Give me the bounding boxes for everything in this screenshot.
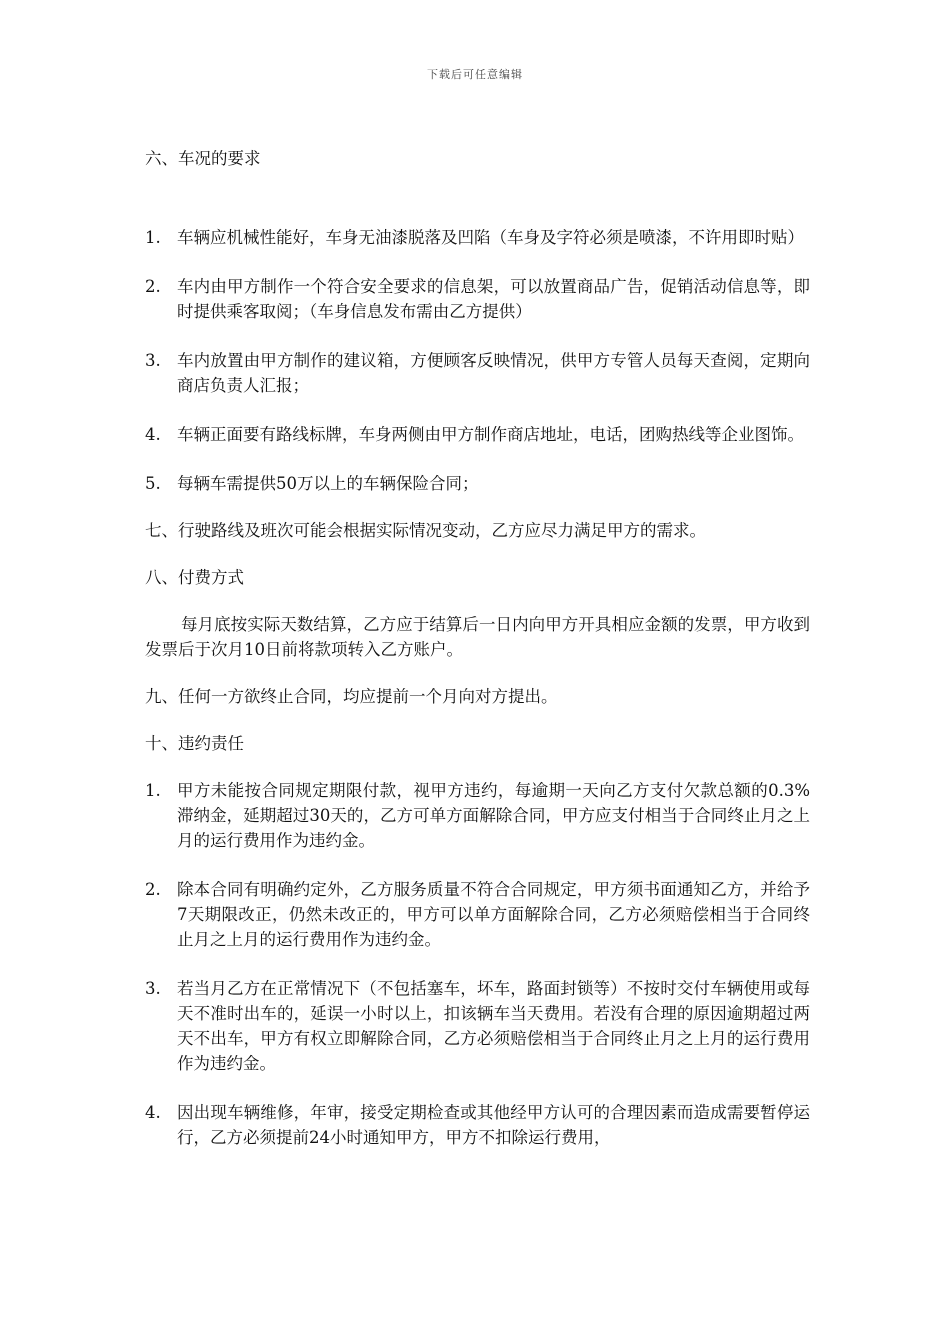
- list-item: [145, 274, 810, 324]
- section-10-title: 十、违约责任: [145, 734, 244, 753]
- list-number: 2.: [145, 880, 161, 899]
- list-text: 车辆正面要有路线标牌，车身两侧由甲方制作商店地址，电话，团购热线等企业图饰。: [177, 425, 804, 444]
- list-number: 1.: [145, 228, 161, 247]
- list-item: [145, 976, 810, 1076]
- list-item: [145, 225, 810, 250]
- list-item: [145, 422, 810, 447]
- section-10-list: [145, 778, 810, 1150]
- list-item: [145, 877, 810, 952]
- section-9-title: 九、任何一方欲终止合同，均应提前一个月向对方提出。: [145, 687, 558, 706]
- list-number: 5.: [145, 474, 161, 493]
- list-number: 4.: [145, 425, 161, 444]
- list-text: 除本合同有明确约定外，乙方服务质量不符合合同规定，甲方须书面通知乙方，并给予7天期限改正，仍然未改正的，甲方可以单方面解除合同，乙方必须赔偿相当于合同终止月之上月的运行费用作为违约金。: [177, 880, 810, 949]
- list-number: 1.: [145, 781, 161, 800]
- list-number: 4.: [145, 1103, 161, 1122]
- document-body: [145, 146, 810, 1150]
- header-note: 下载后可任意编辑: [427, 68, 523, 81]
- section-8-title: 八、付费方式: [145, 568, 244, 587]
- section-6-list: [145, 225, 810, 496]
- list-text: 每辆车需提供50万以上的车辆保险合同；: [177, 474, 479, 493]
- list-number: 2.: [145, 277, 161, 296]
- list-text: 甲方未能按合同规定期限付款，视甲方违约，每逾期一天向乙方支付欠款总额的0.3%滞纳金，延期超过30天的，乙方可单方面解除合同，甲方应支付相当于合同终止月之上月的运行费用作为违约金。: [177, 781, 810, 850]
- list-number: 3.: [145, 351, 161, 370]
- list-text: 若当月乙方在正常情况下（不包括塞车，坏车，路面封锁等）不按时交付车辆使用或每天不准时出车的，延误一小时以上，扣该辆车当天费用。若没有合理的原因逾期超过两天不出车，甲方有权立即解除合同，乙方必须赔偿相当于合同终止月之上月的运行费用作为违约金。: [177, 979, 810, 1073]
- section-8-paragraph: 每月底按实际天数结算，乙方应于结算后一日内向甲方开具相应金额的发票，甲方收到发票后于次月10日前将款项转入乙方账户。: [145, 615, 810, 659]
- list-number: 3.: [145, 979, 161, 998]
- section-6-title: 六、车况的要求: [145, 149, 261, 168]
- list-text: 车内放置由甲方制作的建议箱，方便顾客反映情况，供甲方专管人员每天查阅，定期向商店负责人汇报；: [177, 351, 810, 395]
- list-text: 因出现车辆维修，年审，接受定期检查或其他经甲方认可的合理因素而造成需要暂停运行，乙方必须提前24小时通知甲方，甲方不扣除运行费用，: [177, 1103, 810, 1147]
- list-text: 车内由甲方制作一个符合安全要求的信息架，可以放置商品广告，促销活动信息等，即时提供乘客取阅；（车身信息发布需由乙方提供）: [177, 277, 810, 321]
- list-item: [145, 348, 810, 398]
- list-text: 车辆应机械性能好，车身无油漆脱落及凹陷（车身及字符必须是喷漆，不许用即时贴）: [177, 228, 804, 247]
- list-item: [145, 1100, 810, 1150]
- list-item: [145, 778, 810, 853]
- list-item: [145, 471, 810, 496]
- section-7-title: 七、行驶路线及班次可能会根据实际情况变动，乙方应尽力满足甲方的需求。: [145, 521, 706, 540]
